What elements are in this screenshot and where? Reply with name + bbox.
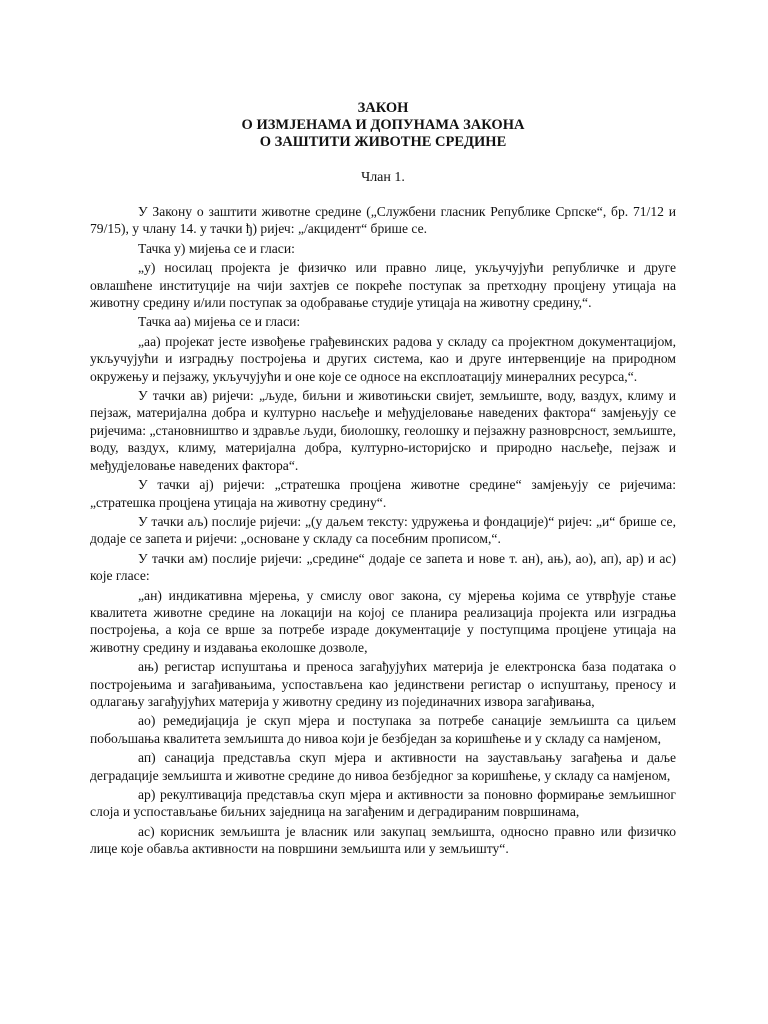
article-heading: Члан 1.: [361, 170, 405, 185]
paragraph: Тачка аа) мијења се и гласи:: [138, 314, 301, 330]
paragraph: ап) санација представља скуп мјера и активности на заустављању загађења и даље деградације земљишта и животне средине до нивоа безбједног за коришћење, у складу са намјеном,: [90, 750, 676, 783]
paragraph: У Закону о заштити животне средине („Службени гласник Републике Српске“, бр. 71/12 и 79/15), у члану 14. у тачки ђ) ријеч: „/акцидент“ брише се.: [90, 204, 676, 237]
paragraph: У тачки аљ) послије ријечи: „(у даљем тексту: удружења и фондације)“ ријеч: „и“ брише се, додаје се запета и ријечи: „основане у складу са посебним прописом,“.: [90, 513, 676, 547]
title-line: О ЗАШТИТИ ЖИВОТНЕ СРЕДИНЕ: [259, 134, 507, 150]
article-body: [90, 203, 676, 858]
paragraph: „у) носилац пројекта је физичко или правно лице, укључујући републичке и друге овлашћене институције на чији захтјев се покреће поступак за претходну процјену утицаја на животну средину и/или поступак за одобравање студије утицаја на животну средину,“.: [90, 260, 676, 311]
document-title: [90, 100, 676, 151]
title-line: ЗАКОН: [357, 100, 409, 116]
paragraph: ас) корисник земљишта је власник или закупац земљишта, односно правно или физичко лице које обавља активности на површини земљишта или у земљишту“.: [90, 823, 676, 857]
paragraph: У тачки ав) ријечи: „људе, биљни и животињски свијет, земљиште, воду, ваздух, климу и пејзаж, материјална добра и културно насљеђе и међудјеловање наведених фактора“ замјењују се ријечима: „становништво и здравље људи, биолошку, геолошку и пејзажну разноврсност, земљиште, воду, ваздух, климу, материјална добра, културно-историјско и природно насљеђе, пејзаж и међудјеловање наведених фактора“.: [90, 388, 676, 473]
paragraph: ао) ремедијација је скуп мјера и поступака за потребе санације земљишта са циљем побољшања квалитета земљишта до нивоа који је безбједан за коришћење и у складу са намјеном,: [90, 713, 676, 746]
paragraph: ар) рекултивација представља скуп мјера и активности за поновно формирање земљишног слоја и успостављање биљних заједница на загађеним и деградираним површинама,: [90, 787, 676, 820]
paragraph: Тачка у) мијења се и гласи:: [138, 240, 295, 256]
paragraph: „аа) пројекат јесте извођење грађевинских радова у складу са пројектном документацијом, укључујући и изградњу постројења и других система, као и друге интервенције на природном окружењу и пејзажу, укључујући и оне које се односе на експлоатацију минералних ресурса,“.: [90, 333, 676, 384]
paragraph: ањ) регистар испуштања и преноса загађујућих материја је електронска база података о постројењима и загађивањима, успостављена као јединствени регистар о испуштању, преносу и одлагању загађујућих материја у животну средину из појединачних извора загађивања,: [90, 659, 676, 709]
paragraph: У тачки ај) ријечи: „стратешка процјена животне средине“ замјењују се ријечима: „стратешка процјена утицаја на животну средину“.: [90, 477, 676, 510]
paragraph: У тачки ам) послије ријечи: „средине“ додаје се запета и нове т. ан), ањ), ао), ап), ар) и ас) које гласе:: [90, 550, 676, 584]
document-page: [90, 100, 676, 860]
paragraph: „ан) индикативна мјерења, у смислу овог закона, су мјерења којима се утврђује стање квалитета животне средине на локацији на којој се планира реализација пројекта или изградња постројења, а која се врше за потребе израде документације у поступцима процјене утицаја на животну средину и издавања еколошке дозволе,: [90, 587, 676, 655]
title-line: О ИЗМЈЕНАМА И ДОПУНАМА ЗАКОНА: [241, 117, 525, 133]
